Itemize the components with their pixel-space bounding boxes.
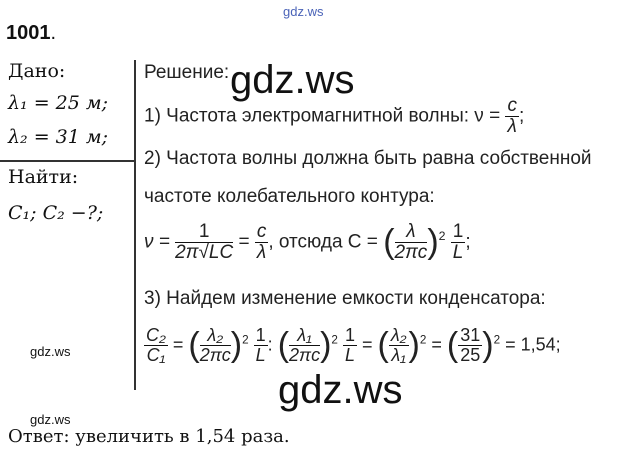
problem-number: 1001. xyxy=(6,22,57,44)
column-divider xyxy=(134,60,136,390)
step3: 3) Найдем изменение емкости конденсатора: xyxy=(144,288,546,309)
given-heading: Дано: xyxy=(8,60,66,82)
watermark-large-top: gdz.ws xyxy=(230,58,355,102)
watermark-small-2: gdz.ws xyxy=(30,412,71,427)
find-values: C₁; C₂ −?; xyxy=(8,202,104,224)
step2-line2: частоте колебательного контура: xyxy=(144,186,435,207)
step1: 1) Частота электромагнитной волны: ν = $\frac{c}{\lambda}$ ; xyxy=(144,95,525,137)
given-divider xyxy=(0,160,134,162)
watermark-large-bottom: gdz.ws xyxy=(278,368,403,412)
watermark-small-1: gdz.ws xyxy=(30,344,71,359)
step2-line1: 2) Частота волны должна быть равна собственной xyxy=(144,148,592,169)
given-lambda2: λ₂ = 31 м; xyxy=(8,126,109,148)
given-lambda1: λ₁ = 25 м; xyxy=(8,92,109,114)
solution-heading: Решение: xyxy=(144,62,230,83)
step3-equation: $\frac{\text{C₂}}{\text{C₁}}$ = ( $\frac{\text{λ₂}}{2\pi c}$ )$^2$ $\frac{1}{L}$ : ( $\frac{\text{λ₁}}{2\pi c}$ )$^2$ $\frac{1}{L}$ = ( $\frac{\text{λ₂}}{\text{λ₁}}$ )$^2$ = ( $\frac{31}{25}$ )$^2$ = 1,54; xyxy=(146,325,561,365)
step2-equation: ν = $\frac{1}{2\pi√LC}$ = $\frac{c}{\lambda}$ , отсюда C = ( $\frac{\lambda}{2\pi c}$ )$^2$ $\frac{1}{L}$ ; xyxy=(144,221,471,263)
find-heading: Найти: xyxy=(8,166,79,188)
answer: Ответ: увеличить в 1,54 раза. xyxy=(8,426,290,447)
watermark-top: gdz.ws xyxy=(283,4,324,19)
